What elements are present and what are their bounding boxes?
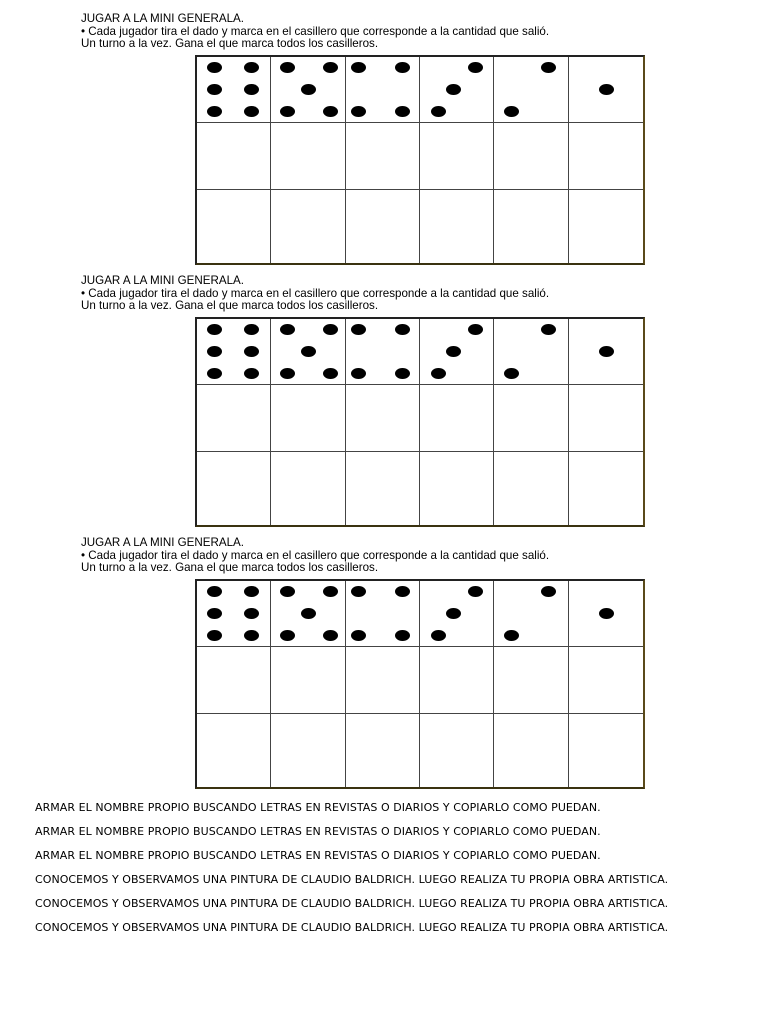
instructions bbox=[81, 13, 549, 51]
die-face-5 bbox=[271, 319, 346, 385]
die-pip bbox=[323, 62, 338, 73]
die-pip bbox=[323, 630, 338, 641]
die-pip bbox=[280, 324, 295, 335]
mark-cell-3[interactable] bbox=[420, 123, 494, 190]
die-pip bbox=[323, 324, 338, 335]
die-pip bbox=[280, 630, 295, 641]
mark-cell-1[interactable] bbox=[569, 190, 643, 263]
game-rule-line-2: Un turno a la vez. Gana el que marca todos los casilleros. bbox=[81, 37, 379, 51]
die-pip bbox=[244, 324, 259, 335]
die-pip bbox=[446, 608, 461, 619]
mark-cell-3[interactable] bbox=[420, 452, 494, 525]
die-pip bbox=[351, 324, 366, 335]
mark-cell-1[interactable] bbox=[569, 452, 643, 525]
die-pip bbox=[446, 346, 461, 357]
mark-cell-5[interactable] bbox=[271, 385, 346, 452]
die-pip bbox=[599, 346, 614, 357]
die-pip bbox=[468, 324, 483, 335]
die-pip bbox=[323, 106, 338, 117]
die-face-1 bbox=[569, 319, 643, 385]
die-pip bbox=[244, 84, 259, 95]
die-face-2 bbox=[494, 57, 569, 123]
die-pip bbox=[468, 62, 483, 73]
die-pip bbox=[207, 368, 222, 379]
die-pip bbox=[468, 586, 483, 597]
die-pip bbox=[244, 62, 259, 73]
mark-cell-3[interactable] bbox=[420, 647, 494, 714]
instructions bbox=[81, 275, 549, 313]
mark-cell-6[interactable] bbox=[197, 452, 271, 525]
die-pip bbox=[351, 586, 366, 597]
score-board bbox=[195, 55, 645, 265]
mark-cell-5[interactable] bbox=[271, 714, 346, 787]
die-pip bbox=[351, 630, 366, 641]
game-rule-line-1: • Cada jugador tira el dado y marca en el casillero que corresponde a la cantidad que salió. bbox=[81, 24, 550, 38]
mark-cell-6[interactable] bbox=[197, 190, 271, 263]
die-face-4 bbox=[346, 57, 420, 123]
die-face-6 bbox=[197, 57, 271, 123]
die-pip bbox=[244, 368, 259, 379]
die-face-4 bbox=[346, 319, 420, 385]
die-pip bbox=[431, 106, 446, 117]
die-pip bbox=[395, 62, 410, 73]
activity-line-2: ARMAR EL NOMBRE PROPIO BUSCANDO LETRAS EN REVISTAS O DIARIOS Y COPIARLO COMO PUEDAN. bbox=[35, 825, 601, 838]
die-pip bbox=[541, 324, 556, 335]
die-pip bbox=[280, 106, 295, 117]
die-pip bbox=[395, 630, 410, 641]
die-pip bbox=[395, 106, 410, 117]
mark-cell-3[interactable] bbox=[420, 385, 494, 452]
die-pip bbox=[244, 106, 259, 117]
mark-cell-5[interactable] bbox=[271, 647, 346, 714]
mark-cell-2[interactable] bbox=[494, 190, 569, 263]
die-pip bbox=[504, 368, 519, 379]
die-pip bbox=[280, 586, 295, 597]
mark-cell-4[interactable] bbox=[346, 190, 420, 263]
die-pip bbox=[541, 586, 556, 597]
die-pip bbox=[207, 324, 222, 335]
mark-cell-4[interactable] bbox=[346, 714, 420, 787]
die-pip bbox=[351, 368, 366, 379]
die-face-1 bbox=[569, 581, 643, 647]
die-pip bbox=[323, 586, 338, 597]
die-pip bbox=[244, 346, 259, 357]
die-pip bbox=[280, 62, 295, 73]
mark-cell-6[interactable] bbox=[197, 123, 271, 190]
die-pip bbox=[395, 586, 410, 597]
die-pip bbox=[323, 368, 338, 379]
die-pip bbox=[207, 630, 222, 641]
die-face-2 bbox=[494, 319, 569, 385]
mark-cell-2[interactable] bbox=[494, 385, 569, 452]
die-pip bbox=[599, 608, 614, 619]
die-face-3 bbox=[420, 57, 494, 123]
die-pip bbox=[207, 106, 222, 117]
mark-cell-1[interactable] bbox=[569, 647, 643, 714]
die-pip bbox=[244, 586, 259, 597]
die-pip bbox=[207, 586, 222, 597]
die-pip bbox=[446, 84, 461, 95]
die-face-5 bbox=[271, 581, 346, 647]
die-pip bbox=[244, 608, 259, 619]
die-face-6 bbox=[197, 581, 271, 647]
die-pip bbox=[431, 630, 446, 641]
die-pip bbox=[351, 106, 366, 117]
mark-cell-1[interactable] bbox=[569, 385, 643, 452]
game-rule-line-1: • Cada jugador tira el dado y marca en el casillero que corresponde a la cantidad que salió. bbox=[81, 548, 550, 562]
mark-cell-5[interactable] bbox=[271, 123, 346, 190]
mark-cell-1[interactable] bbox=[569, 123, 643, 190]
die-face-5 bbox=[271, 57, 346, 123]
die-face-6 bbox=[197, 319, 271, 385]
die-pip bbox=[395, 324, 410, 335]
die-pip bbox=[207, 608, 222, 619]
die-pip bbox=[207, 84, 222, 95]
activity-line-5: CONOCEMOS Y OBSERVAMOS UNA PINTURA DE CLAUDIO BALDRICH. LUEGO REALIZA TU PROPIA OBRA ARTISTICA. bbox=[35, 897, 669, 910]
die-pip bbox=[541, 62, 556, 73]
die-face-4 bbox=[346, 581, 420, 647]
game-rule-line-2: Un turno a la vez. Gana el que marca todos los casilleros. bbox=[81, 299, 379, 313]
die-pip bbox=[280, 368, 295, 379]
die-face-3 bbox=[420, 319, 494, 385]
game-block-1 bbox=[0, 13, 768, 268]
mark-cell-4[interactable] bbox=[346, 123, 420, 190]
die-pip bbox=[301, 346, 316, 357]
activity-line-4: CONOCEMOS Y OBSERVAMOS UNA PINTURA DE CLAUDIO BALDRICH. LUEGO REALIZA TU PROPIA OBRA ARTISTICA. bbox=[35, 873, 669, 886]
mark-cell-4[interactable] bbox=[346, 452, 420, 525]
score-board bbox=[195, 579, 645, 789]
mark-cell-4[interactable] bbox=[346, 385, 420, 452]
mark-cell-3[interactable] bbox=[420, 714, 494, 787]
mark-cell-2[interactable] bbox=[494, 647, 569, 714]
game-block-2 bbox=[0, 275, 768, 530]
die-pip bbox=[207, 346, 222, 357]
die-pip bbox=[504, 630, 519, 641]
activity-line-6: CONOCEMOS Y OBSERVAMOS UNA PINTURA DE CLAUDIO BALDRICH. LUEGO REALIZA TU PROPIA OBRA ARTISTICA. bbox=[35, 921, 669, 934]
mark-cell-6[interactable] bbox=[197, 714, 271, 787]
die-face-2 bbox=[494, 581, 569, 647]
die-pip bbox=[431, 368, 446, 379]
die-pip bbox=[395, 368, 410, 379]
mark-cell-6[interactable] bbox=[197, 385, 271, 452]
die-face-3 bbox=[420, 581, 494, 647]
die-pip bbox=[504, 106, 519, 117]
mark-cell-2[interactable] bbox=[494, 714, 569, 787]
game-title: JUGAR A LA MINI GENERALA. bbox=[81, 12, 245, 25]
die-pip bbox=[244, 630, 259, 641]
mark-cell-5[interactable] bbox=[271, 452, 346, 525]
mark-cell-2[interactable] bbox=[494, 452, 569, 525]
game-block-3 bbox=[0, 537, 768, 792]
die-face-1 bbox=[569, 57, 643, 123]
mark-cell-6[interactable] bbox=[197, 647, 271, 714]
mark-cell-3[interactable] bbox=[420, 190, 494, 263]
die-pip bbox=[301, 84, 316, 95]
instructions bbox=[81, 537, 549, 575]
activity-line-1: ARMAR EL NOMBRE PROPIO BUSCANDO LETRAS EN REVISTAS O DIARIOS Y COPIARLO COMO PUEDAN. bbox=[35, 801, 601, 814]
game-title: JUGAR A LA MINI GENERALA. bbox=[81, 536, 245, 549]
mark-cell-1[interactable] bbox=[569, 714, 643, 787]
game-title: JUGAR A LA MINI GENERALA. bbox=[81, 274, 245, 287]
die-pip bbox=[207, 62, 222, 73]
mark-cell-2[interactable] bbox=[494, 123, 569, 190]
activity-line-3: ARMAR EL NOMBRE PROPIO BUSCANDO LETRAS EN REVISTAS O DIARIOS Y COPIARLO COMO PUEDAN. bbox=[35, 849, 601, 862]
game-rule-line-2: Un turno a la vez. Gana el que marca todos los casilleros. bbox=[81, 561, 379, 575]
mark-cell-5[interactable] bbox=[271, 190, 346, 263]
die-pip bbox=[599, 84, 614, 95]
mark-cell-4[interactable] bbox=[346, 647, 420, 714]
score-board bbox=[195, 317, 645, 527]
game-rule-line-1: • Cada jugador tira el dado y marca en el casillero que corresponde a la cantidad que salió. bbox=[81, 286, 550, 300]
die-pip bbox=[301, 608, 316, 619]
die-pip bbox=[351, 62, 366, 73]
